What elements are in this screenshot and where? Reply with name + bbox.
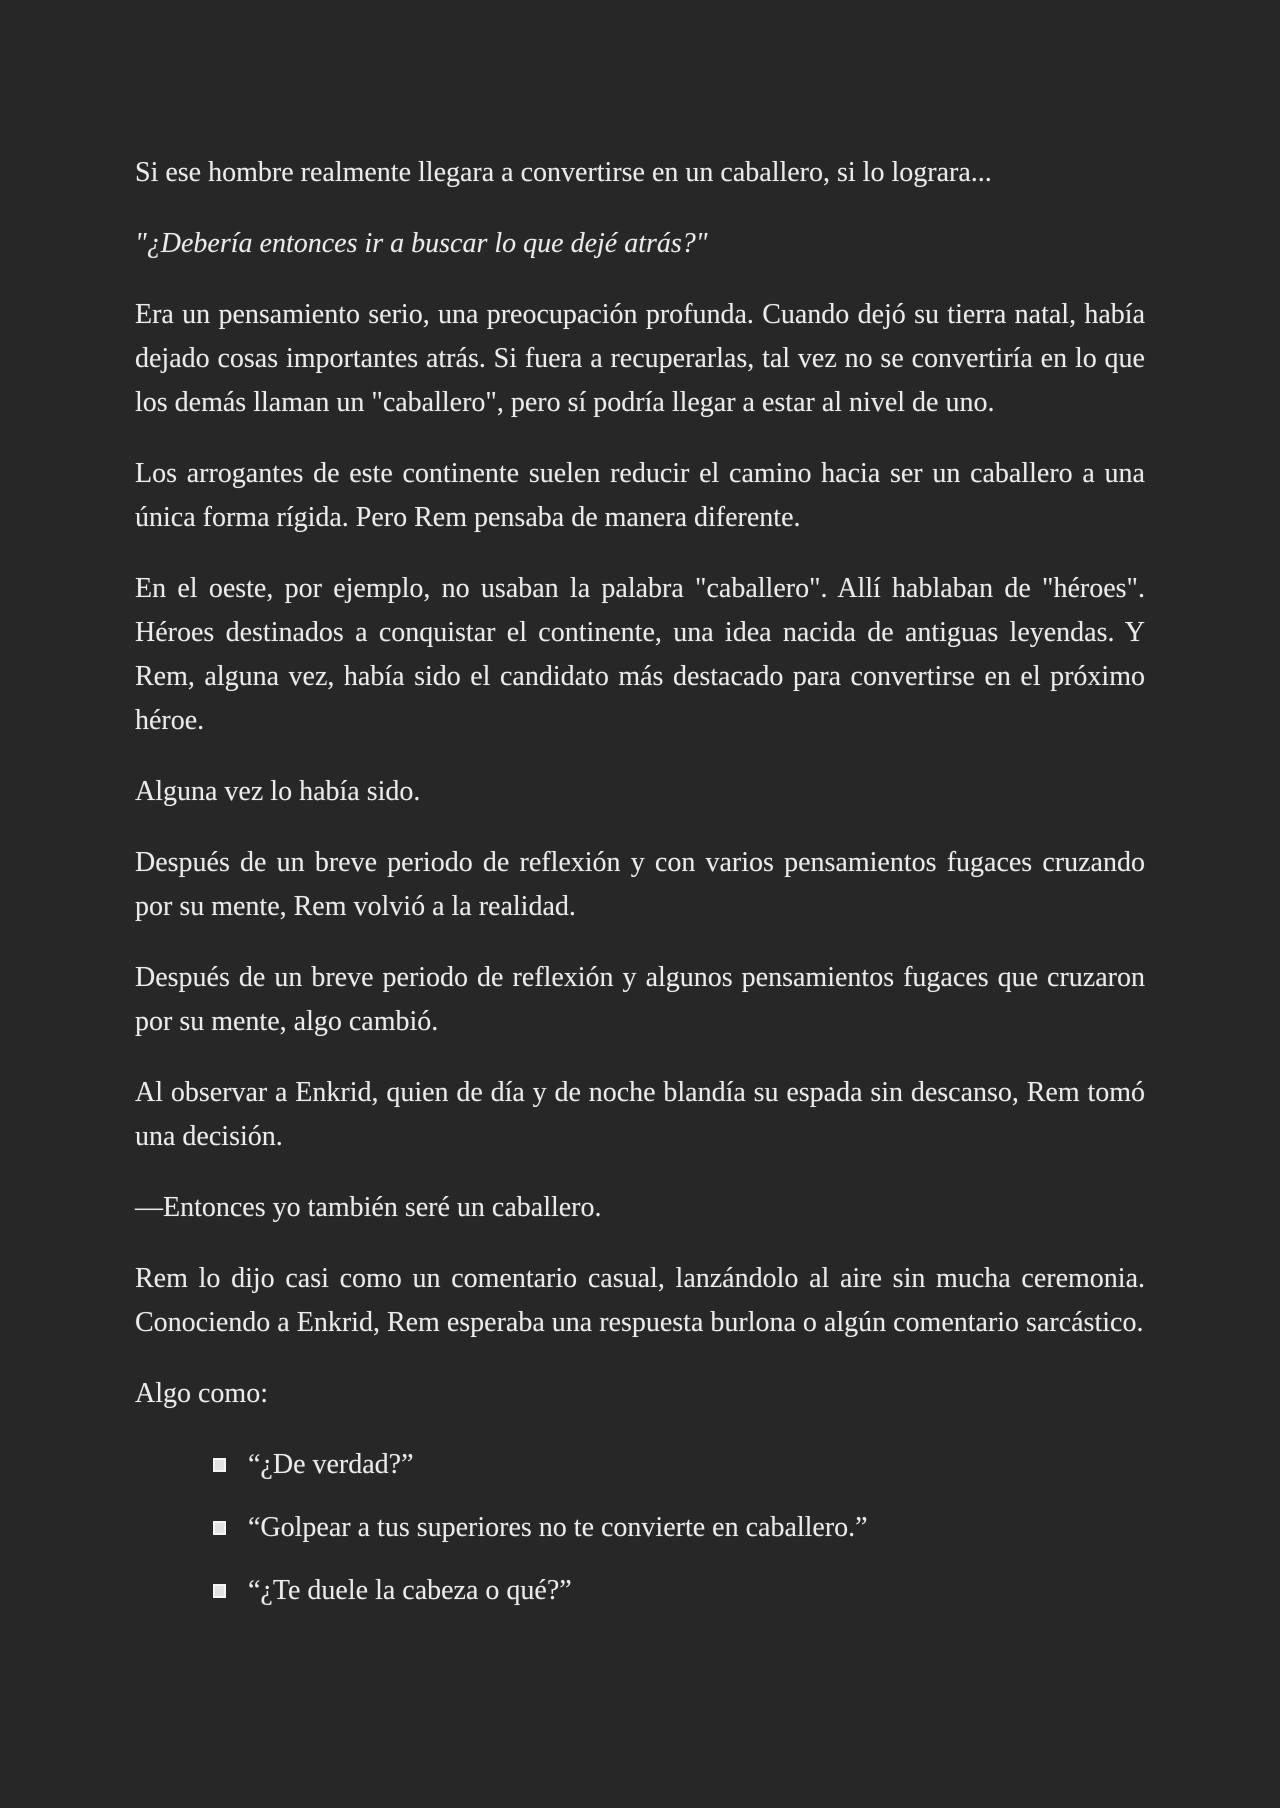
story-paragraph: Rem lo dijo casi como un comentario casual, lanzándolo al aire sin mucha ceremonia. Conociendo a Enkrid, Rem esperaba una respuesta burlona o algún comentario sarcástico. bbox=[135, 1263, 1145, 1338]
story-paragraph: Después de un breve periodo de reflexión y con varios pensamientos fugaces cruzando por su mente, Rem volvió a la realidad. bbox=[135, 847, 1145, 922]
list-item bbox=[135, 1506, 1145, 1550]
square-bullet-icon bbox=[213, 1458, 226, 1472]
bullet-text: “¿De verdad?” bbox=[248, 1449, 414, 1480]
list-intro: Algo como: bbox=[135, 1378, 268, 1409]
bullet-text: “¿Te duele la cabeza o qué?” bbox=[248, 1575, 572, 1606]
list-item bbox=[135, 1569, 1145, 1613]
story-paragraph: Alguna vez lo había sido. bbox=[135, 776, 421, 807]
dialogue-line: —Entonces yo también seré un caballero. bbox=[135, 1192, 602, 1223]
story-paragraph: Los arrogantes de este continente suelen reducir el camino hacia ser un caballero a una única forma rígida. Pero Rem pensaba de manera diferente. bbox=[135, 458, 1145, 533]
story-paragraph: Si ese hombre realmente llegara a convertirse en un caballero, si lo lograra... bbox=[135, 157, 992, 188]
inner-thought-quote: "¿Debería entonces ir a buscar lo que dejé atrás?" bbox=[135, 228, 708, 259]
story-paragraph: Era un pensamiento serio, una preocupación profunda. Cuando dejó su tierra natal, había dejado cosas importantes atrás. Si fuera a recuperarlas, tal vez no se convertiría en lo que los demás llaman un "caballero", pero sí podría llegar a estar al nivel de uno. bbox=[135, 299, 1145, 418]
square-bullet-icon bbox=[213, 1584, 226, 1598]
bullet-text: “Golpear a tus superiores no te convierte en caballero.” bbox=[248, 1512, 868, 1543]
square-bullet-icon bbox=[213, 1521, 226, 1535]
story-paragraph: Al observar a Enkrid, quien de día y de noche blandía su espada sin descanso, Rem tomó una decisión. bbox=[135, 1077, 1145, 1152]
list-item bbox=[135, 1443, 1145, 1487]
story-paragraph: Después de un breve periodo de reflexión y algunos pensamientos fugaces que cruzaron por su mente, algo cambió. bbox=[135, 962, 1145, 1037]
story-paragraph: En el oeste, por ejemplo, no usaban la palabra "caballero". Allí hablaban de "héroes". Héroes destinados a conquistar el continente, una idea nacida de antiguas leyendas. Y Rem, alguna vez, había sido el candidato más destacado para convertirse en el próximo héroe. bbox=[135, 573, 1145, 736]
quote-bullet-list bbox=[135, 1443, 1145, 1613]
